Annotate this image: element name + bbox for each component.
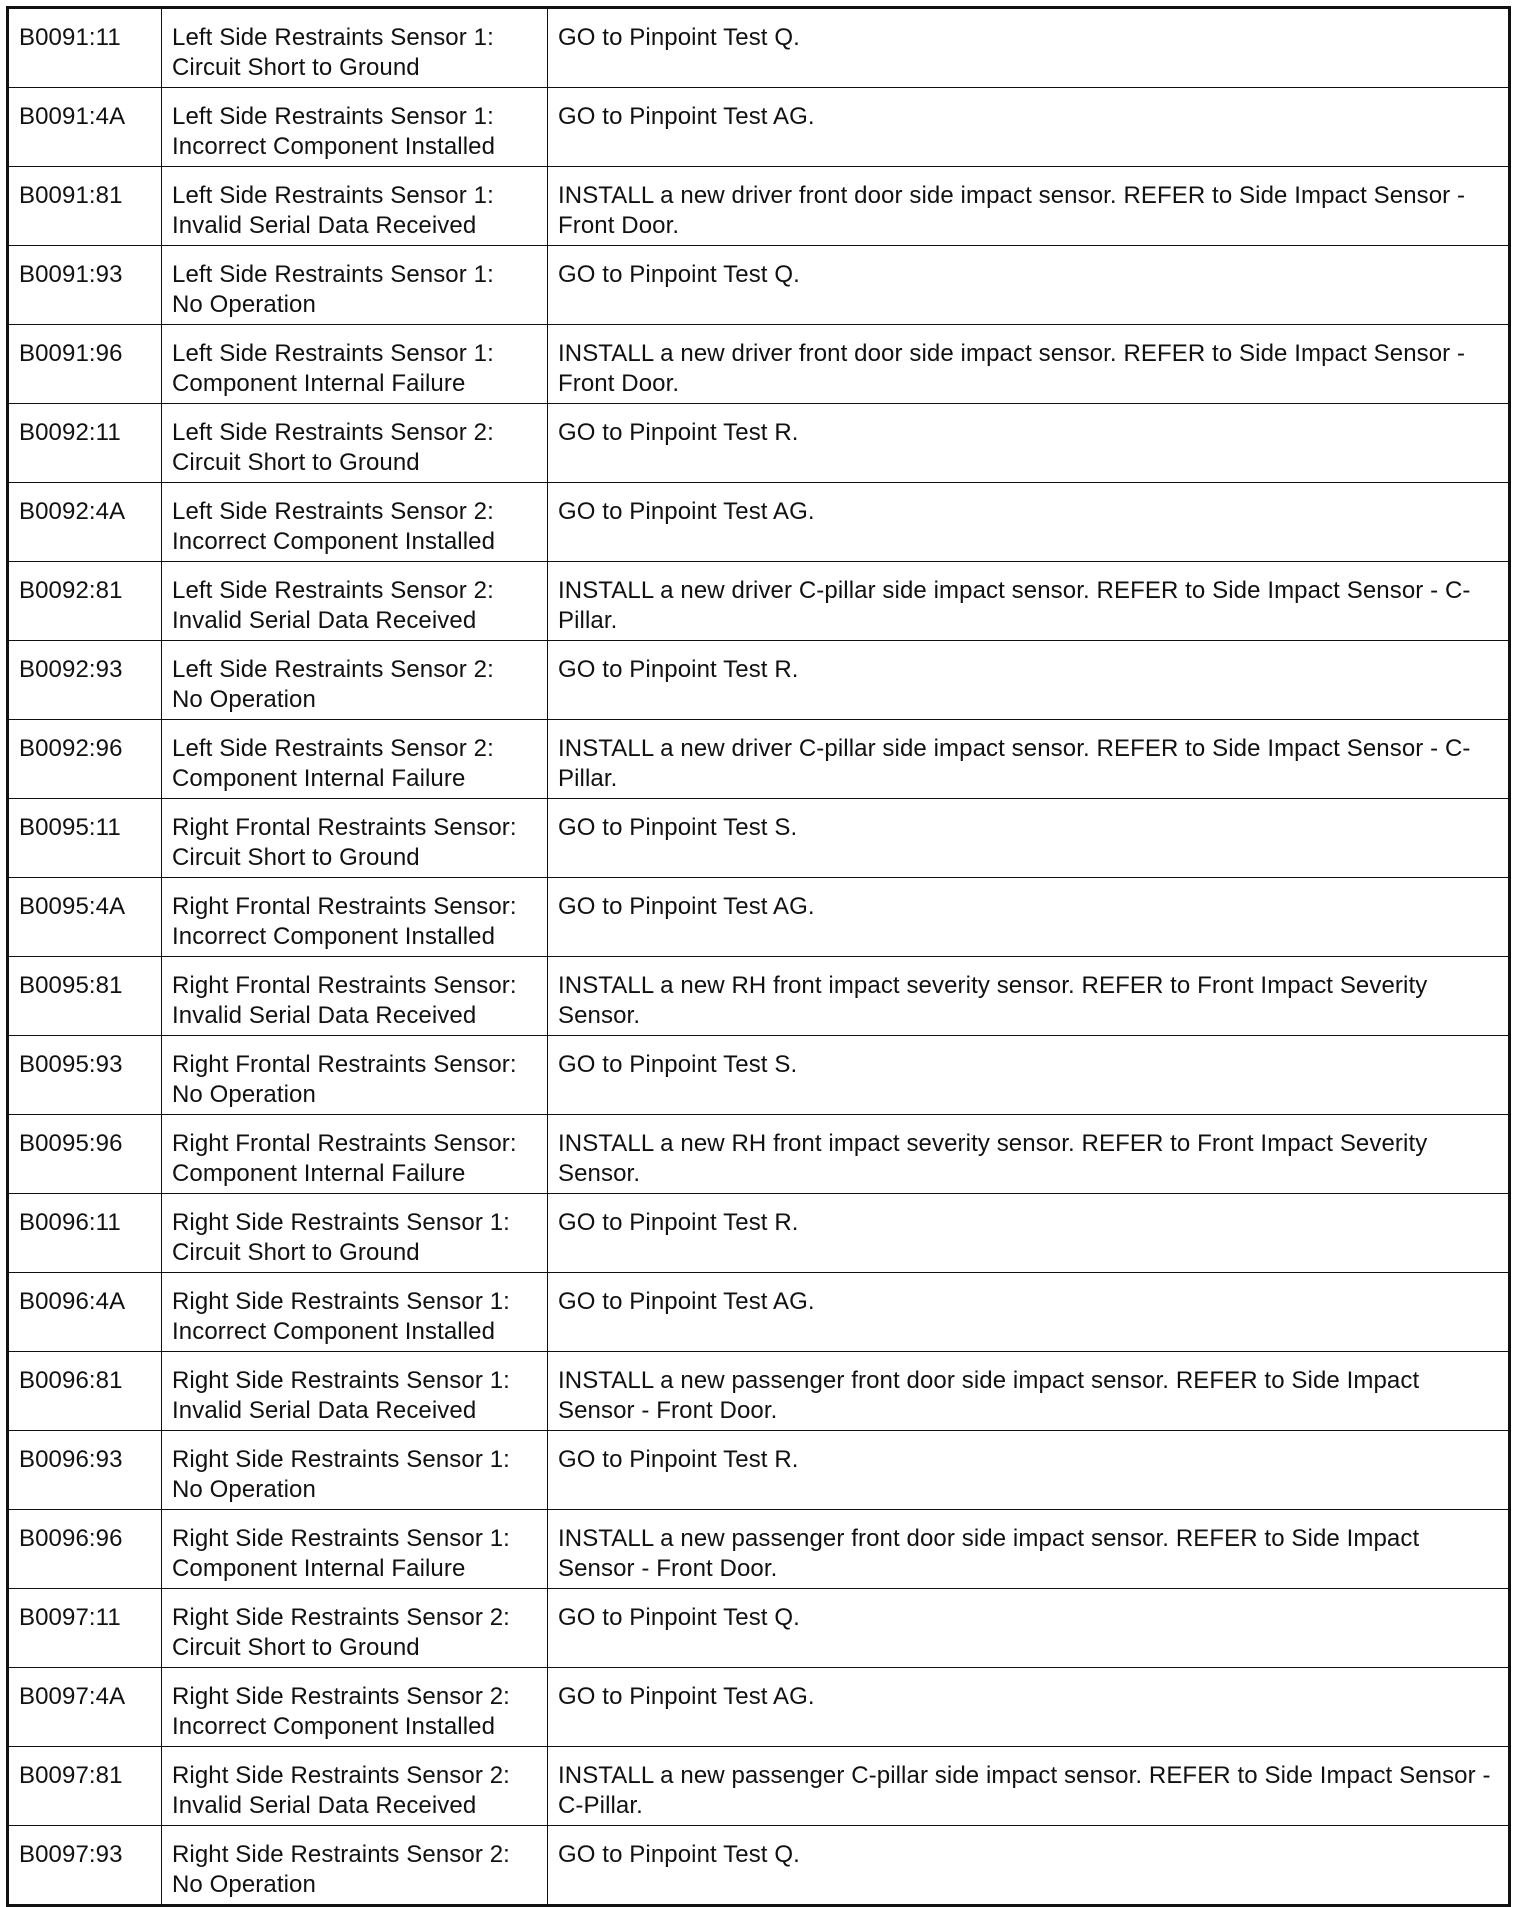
dtc-action-cell: GO to Pinpoint Test AG. bbox=[548, 1668, 1510, 1747]
dtc-description-cell: Right Side Restraints Sensor 1: No Operation bbox=[162, 1431, 548, 1510]
dtc-action-cell: GO to Pinpoint Test AG. bbox=[548, 483, 1510, 562]
dtc-description-cell: Left Side Restraints Sensor 2: Invalid Serial Data Received bbox=[162, 562, 548, 641]
dtc-description-cell: Right Side Restraints Sensor 1: Circuit Short to Ground bbox=[162, 1194, 548, 1273]
dtc-description-cell: Right Side Restraints Sensor 2: Circuit Short to Ground bbox=[162, 1589, 548, 1668]
dtc-code-cell: B0095:4A bbox=[8, 878, 162, 957]
dtc-code-cell: B0091:11 bbox=[8, 8, 162, 88]
dtc-code-cell: B0095:81 bbox=[8, 957, 162, 1036]
dtc-action-cell: GO to Pinpoint Test R. bbox=[548, 404, 1510, 483]
dtc-code-cell: B0096:4A bbox=[8, 1273, 162, 1352]
dtc-action-cell: INSTALL a new driver C-pillar side impact sensor. REFER to Side Impact Sensor - C-Pillar. bbox=[548, 720, 1510, 799]
dtc-description-cell: Right Side Restraints Sensor 2: Invalid Serial Data Received bbox=[162, 1747, 548, 1826]
dtc-description-cell: Left Side Restraints Sensor 2: Component Internal Failure bbox=[162, 720, 548, 799]
table-row bbox=[8, 1668, 1510, 1747]
table-row bbox=[8, 957, 1510, 1036]
dtc-description-cell: Left Side Restraints Sensor 2: No Operation bbox=[162, 641, 548, 720]
table-row bbox=[8, 562, 1510, 641]
table-row bbox=[8, 167, 1510, 246]
table-row bbox=[8, 1431, 1510, 1510]
dtc-description-cell: Right Frontal Restraints Sensor: No Operation bbox=[162, 1036, 548, 1115]
dtc-action-cell: INSTALL a new RH front impact severity sensor. REFER to Front Impact Severity Sensor. bbox=[548, 1115, 1510, 1194]
dtc-code-cell: B0091:81 bbox=[8, 167, 162, 246]
dtc-description-cell: Right Frontal Restraints Sensor: Invalid Serial Data Received bbox=[162, 957, 548, 1036]
dtc-action-cell: GO to Pinpoint Test Q. bbox=[548, 1826, 1510, 1906]
dtc-action-cell: GO to Pinpoint Test S. bbox=[548, 799, 1510, 878]
table-row bbox=[8, 483, 1510, 562]
dtc-action-cell: INSTALL a new driver C-pillar side impact sensor. REFER to Side Impact Sensor - C-Pillar. bbox=[548, 562, 1510, 641]
table-row bbox=[8, 1352, 1510, 1431]
dtc-code-cell: B0091:96 bbox=[8, 325, 162, 404]
table-row bbox=[8, 1273, 1510, 1352]
table-row bbox=[8, 1036, 1510, 1115]
table-row bbox=[8, 246, 1510, 325]
dtc-action-cell: INSTALL a new driver front door side impact sensor. REFER to Side Impact Sensor - Front Door. bbox=[548, 167, 1510, 246]
table-row bbox=[8, 1589, 1510, 1668]
table-row bbox=[8, 799, 1510, 878]
dtc-code-cell: B0096:93 bbox=[8, 1431, 162, 1510]
dtc-code-cell: B0092:4A bbox=[8, 483, 162, 562]
dtc-code-cell: B0097:81 bbox=[8, 1747, 162, 1826]
dtc-action-cell: INSTALL a new driver front door side impact sensor. REFER to Side Impact Sensor - Front Door. bbox=[548, 325, 1510, 404]
table-row bbox=[8, 1510, 1510, 1589]
dtc-description-cell: Right Frontal Restraints Sensor: Component Internal Failure bbox=[162, 1115, 548, 1194]
dtc-code-cell: B0095:96 bbox=[8, 1115, 162, 1194]
dtc-action-cell: INSTALL a new RH front impact severity sensor. REFER to Front Impact Severity Sensor. bbox=[548, 957, 1510, 1036]
dtc-action-cell: GO to Pinpoint Test Q. bbox=[548, 246, 1510, 325]
dtc-description-cell: Left Side Restraints Sensor 2: Incorrect Component Installed bbox=[162, 483, 548, 562]
dtc-action-cell: GO to Pinpoint Test S. bbox=[548, 1036, 1510, 1115]
table-row bbox=[8, 404, 1510, 483]
dtc-code-cell: B0096:81 bbox=[8, 1352, 162, 1431]
dtc-code-cell: B0097:11 bbox=[8, 1589, 162, 1668]
dtc-code-cell: B0092:96 bbox=[8, 720, 162, 799]
dtc-action-cell: GO to Pinpoint Test AG. bbox=[548, 878, 1510, 957]
dtc-action-cell: GO to Pinpoint Test R. bbox=[548, 1194, 1510, 1273]
table-row bbox=[8, 325, 1510, 404]
dtc-description-cell: Right Side Restraints Sensor 1: Incorrect Component Installed bbox=[162, 1273, 548, 1352]
table-row bbox=[8, 1747, 1510, 1826]
table-row bbox=[8, 88, 1510, 167]
dtc-table bbox=[6, 6, 1511, 1907]
dtc-description-cell: Left Side Restraints Sensor 1: No Operation bbox=[162, 246, 548, 325]
dtc-description-cell: Right Side Restraints Sensor 1: Invalid Serial Data Received bbox=[162, 1352, 548, 1431]
dtc-action-cell: GO to Pinpoint Test Q. bbox=[548, 8, 1510, 88]
table-row bbox=[8, 1826, 1510, 1906]
dtc-description-cell: Right Frontal Restraints Sensor: Circuit Short to Ground bbox=[162, 799, 548, 878]
dtc-code-cell: B0095:93 bbox=[8, 1036, 162, 1115]
dtc-code-cell: B0092:93 bbox=[8, 641, 162, 720]
dtc-action-cell: INSTALL a new passenger C-pillar side impact sensor. REFER to Side Impact Sensor - C-Pillar. bbox=[548, 1747, 1510, 1826]
dtc-description-cell: Right Side Restraints Sensor 2: Incorrect Component Installed bbox=[162, 1668, 548, 1747]
dtc-description-cell: Right Side Restraints Sensor 1: Component Internal Failure bbox=[162, 1510, 548, 1589]
dtc-code-cell: B0092:11 bbox=[8, 404, 162, 483]
dtc-description-cell: Left Side Restraints Sensor 1: Invalid Serial Data Received bbox=[162, 167, 548, 246]
table-row bbox=[8, 878, 1510, 957]
dtc-code-cell: B0092:81 bbox=[8, 562, 162, 641]
table-row bbox=[8, 8, 1510, 88]
dtc-description-cell: Right Side Restraints Sensor 2: No Operation bbox=[162, 1826, 548, 1906]
dtc-code-cell: B0096:11 bbox=[8, 1194, 162, 1273]
dtc-code-cell: B0095:11 bbox=[8, 799, 162, 878]
table-row bbox=[8, 1194, 1510, 1273]
dtc-description-cell: Right Frontal Restraints Sensor: Incorrect Component Installed bbox=[162, 878, 548, 957]
dtc-action-cell: GO to Pinpoint Test R. bbox=[548, 1431, 1510, 1510]
dtc-description-cell: Left Side Restraints Sensor 1: Component Internal Failure bbox=[162, 325, 548, 404]
table-row bbox=[8, 720, 1510, 799]
dtc-description-cell: Left Side Restraints Sensor 2: Circuit Short to Ground bbox=[162, 404, 548, 483]
dtc-description-cell: Left Side Restraints Sensor 1: Incorrect Component Installed bbox=[162, 88, 548, 167]
dtc-description-cell: Left Side Restraints Sensor 1: Circuit Short to Ground bbox=[162, 8, 548, 88]
dtc-action-cell: INSTALL a new passenger front door side impact sensor. REFER to Side Impact Sensor - Front Door. bbox=[548, 1352, 1510, 1431]
dtc-action-cell: GO to Pinpoint Test Q. bbox=[548, 1589, 1510, 1668]
dtc-action-cell: INSTALL a new passenger front door side impact sensor. REFER to Side Impact Sensor - Front Door. bbox=[548, 1510, 1510, 1589]
dtc-action-cell: GO to Pinpoint Test AG. bbox=[548, 1273, 1510, 1352]
dtc-table-body bbox=[8, 8, 1510, 1906]
dtc-code-cell: B0096:96 bbox=[8, 1510, 162, 1589]
dtc-code-cell: B0091:4A bbox=[8, 88, 162, 167]
table-row bbox=[8, 1115, 1510, 1194]
dtc-action-cell: GO to Pinpoint Test R. bbox=[548, 641, 1510, 720]
dtc-code-cell: B0097:93 bbox=[8, 1826, 162, 1906]
dtc-code-cell: B0091:93 bbox=[8, 246, 162, 325]
dtc-action-cell: GO to Pinpoint Test AG. bbox=[548, 88, 1510, 167]
dtc-code-cell: B0097:4A bbox=[8, 1668, 162, 1747]
table-row bbox=[8, 641, 1510, 720]
